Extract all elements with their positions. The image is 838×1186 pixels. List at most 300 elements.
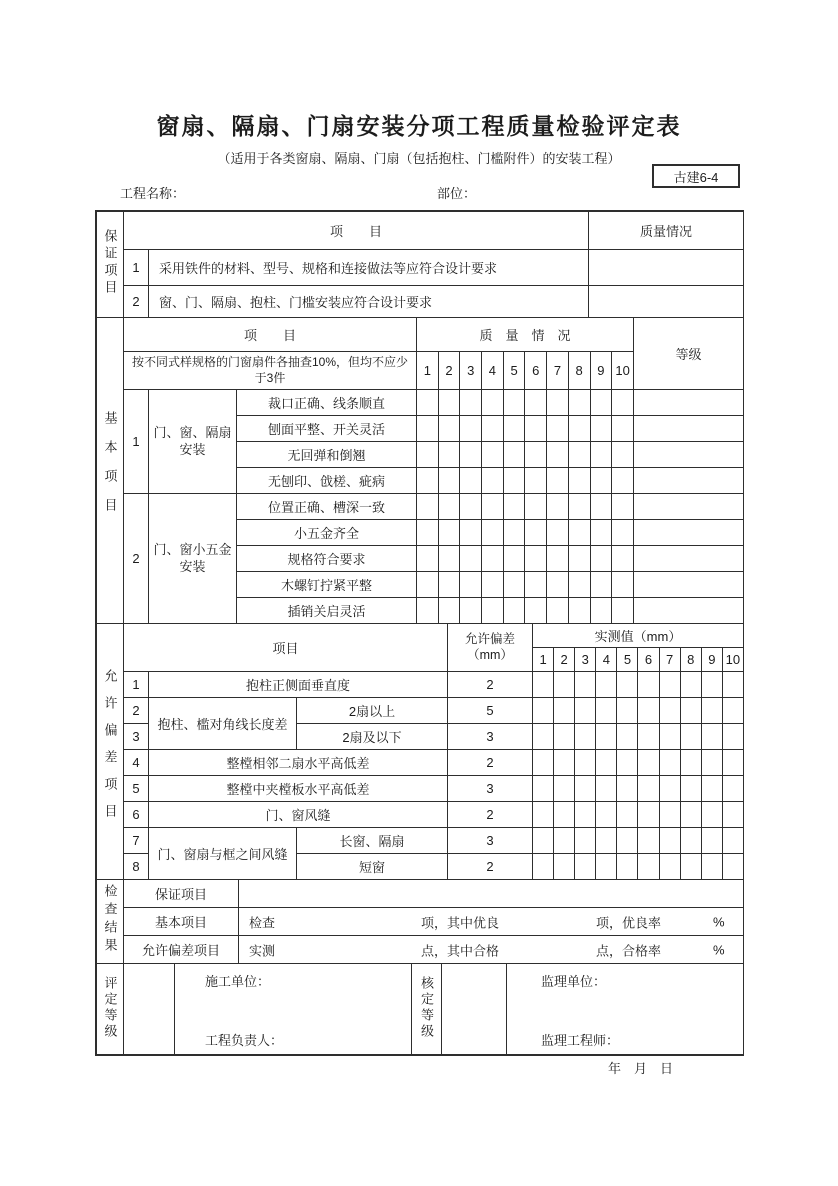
supervision-sign-cell [507,964,744,1055]
check-cell [701,854,722,880]
check-cell [659,724,680,750]
check-cell [722,750,743,776]
check-cell [438,416,460,442]
check-cell [482,494,504,520]
check-cell [547,546,569,572]
check-cell [568,390,590,416]
row-number: 2 [124,698,149,724]
check-cell [722,802,743,828]
measure-col-header: 7 [659,648,680,672]
check-cell [417,390,439,416]
check-cell [568,572,590,598]
check-cell [533,724,554,750]
check-cell [612,416,634,442]
check-cell [596,776,617,802]
basic-item-header: 项 目 [124,318,417,352]
check-cell [701,776,722,802]
check-cell [590,442,612,468]
check-cell [503,442,525,468]
check-cell [482,520,504,546]
check-cell [617,750,638,776]
check-cell [525,598,547,624]
result-text: 点，其中合格 [421,943,500,958]
check-cell [482,546,504,572]
check-cell [638,672,659,698]
grade-cell [634,442,744,468]
check-cell [460,468,482,494]
check-col-header: 3 [460,352,482,390]
check-cell [438,390,460,416]
check-cell [722,698,743,724]
form-code-badge [652,164,740,188]
check-cell [680,854,701,880]
check-col-header: 9 [590,352,612,390]
table-row [97,390,744,416]
basic-section [96,317,744,624]
check-cell [438,494,460,520]
check-cell [547,520,569,546]
results-section-label: 检查结果 [97,880,124,964]
check-cell [547,468,569,494]
check-cell [460,520,482,546]
construction-unit-label: 施工单位： [205,974,271,989]
row-number: 6 [124,802,149,828]
check-cell [568,494,590,520]
check-cell [533,828,554,854]
check-cell [701,724,722,750]
check-cell [596,854,617,880]
basic-item: 规格符合要求 [237,546,417,572]
group-number: 1 [124,390,149,494]
basic-item: 刨面平整、开关灵活 [237,416,417,442]
check-cell [438,598,460,624]
check-cell [638,854,659,880]
check-cell [596,802,617,828]
check-cell [659,776,680,802]
check-cell [575,698,596,724]
basic-quality-header: 质 量 情 况 [417,318,634,352]
check-cell [722,672,743,698]
check-cell [638,802,659,828]
check-cell [617,776,638,802]
check-cell [482,416,504,442]
check-col-header: 5 [503,352,525,390]
check-cell [503,416,525,442]
supervision-unit-label: 监理单位： [541,974,607,989]
guarantee-item-text: 窗、门、隔扇、抱柱、门槛安装应符合设计要求 [149,286,589,318]
verify-grade-value-cell [442,964,507,1055]
check-cell [590,390,612,416]
check-cell [590,520,612,546]
check-cell [590,468,612,494]
check-cell [638,698,659,724]
quality-status-cell [589,250,744,286]
check-cell [612,442,634,468]
check-cell [568,468,590,494]
deviation-item: 门、窗扇与框之间风缝 [149,828,297,880]
guarantee-item-text: 采用铁件的材料、型号、规格和连接做法等应符合设计要求 [149,250,589,286]
check-cell [554,672,575,698]
check-cell [525,572,547,598]
check-cell [680,776,701,802]
check-cell [525,468,547,494]
deviation-sub-item: 长窗、隔扇 [297,828,448,854]
check-cell [503,546,525,572]
allow-value: 2 [448,672,533,698]
check-cell [503,468,525,494]
row-number: 7 [124,828,149,854]
check-col-header: 6 [525,352,547,390]
check-cell [554,724,575,750]
grade-cell [634,390,744,416]
check-cell [659,854,680,880]
check-cell [438,442,460,468]
check-cell [575,724,596,750]
result-text: 实测 [249,943,276,958]
basic-item: 小五金齐全 [237,520,417,546]
result-content [239,936,744,964]
grading-section [96,963,744,1055]
check-cell [680,698,701,724]
check-cell [460,390,482,416]
check-cell [617,672,638,698]
result-text: % [713,942,725,957]
check-cell [460,442,482,468]
deviation-item: 门、窗风缝 [149,802,448,828]
group-name: 门、窗、隔扇安装 [149,390,237,494]
basic-item: 位置正确、槽深一致 [237,494,417,520]
row-number: 8 [124,854,149,880]
check-cell [680,672,701,698]
group-number: 2 [124,494,149,624]
check-cell [417,598,439,624]
table-row [97,750,744,776]
grade-cell [634,520,744,546]
grade-cell [634,468,744,494]
check-cell [659,750,680,776]
check-cell [547,442,569,468]
grade-value-cell [124,964,175,1055]
allow-value: 3 [448,828,533,854]
check-col-header: 8 [568,352,590,390]
row-number: 2 [124,286,149,318]
check-cell [596,828,617,854]
row-number: 4 [124,750,149,776]
check-cell [638,750,659,776]
check-cell [701,828,722,854]
check-cell [590,598,612,624]
check-cell [533,802,554,828]
check-cell [525,416,547,442]
check-cell [680,724,701,750]
check-cell [575,802,596,828]
deviation-section-label: 允许偏差项目 [97,624,124,880]
check-cell [482,598,504,624]
check-col-header: 1 [417,352,439,390]
location-label: 部位： [437,186,477,201]
table-row [97,776,744,802]
deviation-sub-item: 短窗 [297,854,448,880]
deviation-item: 抱柱、槛对角线长度差 [149,698,297,750]
result-row-label: 基本项目 [124,908,239,936]
check-cell [438,572,460,598]
check-cell [503,598,525,624]
guarantee-item-header: 项 目 [124,212,589,250]
check-cell [617,828,638,854]
check-cell [701,698,722,724]
row-number: 5 [124,776,149,802]
check-col-header: 2 [438,352,460,390]
check-cell [482,572,504,598]
project-leader-label: 工程负责人： [205,1033,284,1048]
deviation-sub-item: 2扇及以下 [297,724,448,750]
check-cell [568,442,590,468]
deviation-item: 整樘中夹樘板水平高低差 [149,776,448,802]
check-col-header: 4 [482,352,504,390]
check-cell [575,750,596,776]
check-cell [612,390,634,416]
construction-sign-cell [175,964,412,1055]
check-cell [482,468,504,494]
table-row [97,286,744,318]
grade-cell [634,416,744,442]
check-cell [417,416,439,442]
basic-section-label: 基本项目 [97,318,124,624]
check-cell [482,442,504,468]
check-cell [617,698,638,724]
basic-item: 木螺钉拧紧平整 [237,572,417,598]
check-cell [525,442,547,468]
check-cell [575,828,596,854]
check-cell [680,802,701,828]
check-cell [701,672,722,698]
check-cell [554,698,575,724]
result-row-label: 保证项目 [124,880,239,908]
check-cell [701,750,722,776]
result-content [239,908,744,936]
check-cell [722,776,743,802]
date-label: 年 月 日 [608,1061,674,1076]
check-cell [417,442,439,468]
check-cell [554,750,575,776]
check-cell [722,724,743,750]
check-cell [575,854,596,880]
result-text: 项，优良率 [596,915,662,930]
table-row [97,672,744,698]
grade-cell [634,572,744,598]
check-cell [547,416,569,442]
guarantee-section [96,211,744,318]
check-cell [617,854,638,880]
grade-cell [634,546,744,572]
table-row [97,494,744,520]
sampling-note: 按不同式样规格的门窗扇件各抽查10%，但均不应少于3件 [124,352,417,390]
check-cell [596,698,617,724]
basic-item: 插销关启灵活 [237,598,417,624]
check-cell [482,390,504,416]
check-cell [503,390,525,416]
check-cell [460,494,482,520]
basic-item: 裁口正确、线条顺直 [237,390,417,416]
check-cell [547,572,569,598]
allow-value: 5 [448,698,533,724]
result-text: % [713,914,725,929]
check-cell [612,572,634,598]
verify-grade-label: 核定等级 [412,964,442,1055]
deviation-section [96,623,744,880]
check-cell [596,672,617,698]
check-cell [680,750,701,776]
page-title: 窗扇、隔扇、门扇安装分项工程质量检验评定表 [156,113,682,139]
measure-col-header: 6 [638,648,659,672]
grade-cell [634,494,744,520]
check-col-header: 7 [547,352,569,390]
check-cell [503,494,525,520]
check-cell [533,698,554,724]
guarantee-quality-header: 质量情况 [589,212,744,250]
check-cell [533,776,554,802]
check-cell [417,546,439,572]
check-cell [525,390,547,416]
check-cell [417,468,439,494]
deviation-item-header: 项目 [124,624,448,672]
check-cell [438,468,460,494]
check-cell [554,802,575,828]
table-row [97,698,744,724]
project-name-label: 工程名称： [120,186,186,201]
measure-col-header: 10 [722,648,743,672]
check-cell [659,802,680,828]
allow-value: 3 [448,724,533,750]
check-cell [722,828,743,854]
measure-col-header: 9 [701,648,722,672]
grade-header: 等级 [634,318,744,390]
check-cell [438,546,460,572]
result-text: 检查 [249,915,276,930]
result-text: 项，其中优良 [421,915,500,930]
check-cell [417,494,439,520]
check-cell [590,494,612,520]
check-cell [547,494,569,520]
check-cell [590,572,612,598]
result-content [239,880,744,908]
check-cell [612,468,634,494]
check-cell [525,520,547,546]
basic-item: 无回弹和倒翘 [237,442,417,468]
check-cell [460,416,482,442]
check-cell [460,546,482,572]
check-cell [659,698,680,724]
page-subtitle: （适用于各类窗扇、隔扇、门扇（包括抱柱、门槛附件）的安装工程） [217,151,621,166]
inspection-form-table [95,210,744,1056]
form-code-text: 古建6-4 [673,169,719,185]
check-cell [554,776,575,802]
result-text: 点，合格率 [596,943,662,958]
deviation-item: 整樘相邻二扇水平高低差 [149,750,448,776]
supervision-engineer-label: 监理工程师： [541,1033,620,1048]
check-cell [596,724,617,750]
basic-item: 无刨印、戗槎、疵病 [237,468,417,494]
check-cell [638,828,659,854]
table-row [97,828,744,854]
check-cell [503,572,525,598]
row-number: 1 [124,250,149,286]
check-cell [547,598,569,624]
measure-col-header: 1 [533,648,554,672]
check-cell [659,828,680,854]
measure-col-header: 4 [596,648,617,672]
check-cell [590,416,612,442]
deviation-item: 抱柱正侧面垂直度 [149,672,448,698]
check-cell [525,546,547,572]
check-cell [503,520,525,546]
measure-col-header: 2 [554,648,575,672]
check-cell [533,854,554,880]
check-cell [722,854,743,880]
check-cell [612,520,634,546]
table-row [97,908,744,936]
check-cell [680,828,701,854]
check-cell [612,546,634,572]
allow-value: 3 [448,776,533,802]
check-cell [612,494,634,520]
check-cell [590,546,612,572]
check-cell [533,672,554,698]
check-cell [568,546,590,572]
check-cell [575,776,596,802]
result-row-label: 允许偏差项目 [124,936,239,964]
allow-value: 2 [448,854,533,880]
check-cell [617,802,638,828]
check-cell [438,520,460,546]
check-cell [568,598,590,624]
check-cell [547,390,569,416]
quality-status-cell [589,286,744,318]
measured-values-header: 实测值（mm） [533,624,744,648]
allow-value: 2 [448,750,533,776]
check-col-header: 10 [612,352,634,390]
check-cell [460,572,482,598]
table-row [97,936,744,964]
grading-section-label: 评定等级 [97,964,124,1055]
measure-col-header: 8 [680,648,701,672]
results-section [96,879,744,964]
check-cell [525,494,547,520]
check-cell [554,854,575,880]
check-cell [417,572,439,598]
group-name: 门、窗小五金安装 [149,494,237,624]
row-number: 3 [124,724,149,750]
table-row [97,250,744,286]
check-cell [575,672,596,698]
check-cell [533,750,554,776]
measure-col-header: 5 [617,648,638,672]
check-cell [554,828,575,854]
allow-value: 2 [448,802,533,828]
check-cell [638,776,659,802]
row-number: 1 [124,672,149,698]
check-cell [568,520,590,546]
check-cell [460,598,482,624]
guarantee-section-label: 保证项目 [97,212,124,318]
check-cell [638,724,659,750]
check-cell [417,520,439,546]
measure-col-header: 3 [575,648,596,672]
allow-deviation-header: 允许偏差 （mm） [448,624,533,672]
check-cell [612,598,634,624]
deviation-sub-item: 2扇以上 [297,698,448,724]
check-cell [617,724,638,750]
